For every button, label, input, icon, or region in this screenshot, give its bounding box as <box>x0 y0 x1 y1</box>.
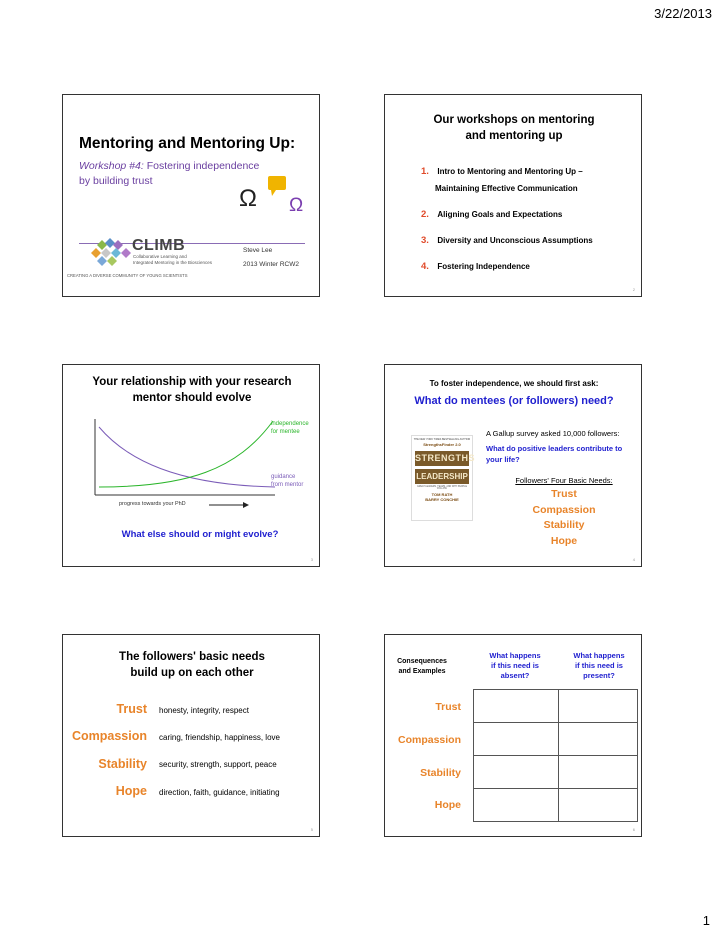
need-compassion: Compassion <box>532 503 596 516</box>
workshop-item-1-text: Intro to Mentoring and Mentoring Up – <box>437 167 583 176</box>
slide2-title-line2: and mentoring up <box>465 130 563 142</box>
event-name: 2013 Winter RCW2 <box>243 261 299 268</box>
slide1-title: Mentoring and Mentoring Up: <box>79 135 296 152</box>
need-stability: Stability <box>543 519 585 531</box>
book-author-2: BARRY CONCHIE <box>425 497 459 502</box>
page-number: 1 <box>702 913 710 928</box>
slide2-title <box>385 112 643 144</box>
table-cell <box>473 689 559 723</box>
page-date: 3/22/2013 <box>654 6 712 21</box>
workshop-item-3 <box>421 230 593 248</box>
corner-line1: Consequences <box>397 658 447 665</box>
row-label-trust: Trust <box>435 701 461 713</box>
workshop-item-4-num: 4. <box>421 261 429 272</box>
omega-purple-icon: Ω <box>289 195 304 216</box>
independence-label-line1: independence <box>271 421 309 427</box>
workshop-item-3-text: Diversity and Unconscious Assumptions <box>437 236 593 245</box>
slide4-question: What do mentees (or followers) need? <box>414 395 614 407</box>
table-cell <box>558 755 638 789</box>
speaker-name: Steve Lee <box>243 247 273 254</box>
table-corner-label <box>389 657 455 677</box>
col-absent-line1: What happens <box>489 651 541 660</box>
slide6-number: 6 <box>632 827 635 832</box>
workshop-item-2-text: Aligning Goals and Expectations <box>437 210 563 219</box>
table-cell <box>473 755 559 789</box>
survey-question <box>486 443 622 465</box>
climb-logo-icon <box>87 237 131 276</box>
table-cell <box>473 788 559 822</box>
book-author-1: TOM RATH <box>431 492 453 497</box>
guidance-label <box>271 473 303 489</box>
need-label-compassion: Compassion <box>71 729 147 743</box>
needs-list <box>485 487 643 549</box>
slide3-title-line1: Your relationship with your research <box>92 376 292 388</box>
need-desc-stability: security, strength, support, peace <box>159 760 277 769</box>
row-label-hope: Hope <box>434 799 461 811</box>
workshop-item-1-text2: Maintaining Effective Communication <box>435 184 578 193</box>
climb-sub-line1: Collaborative Learning and <box>133 254 187 259</box>
col-absent-line3: absent? <box>500 671 530 680</box>
workshop-item-4-text: Fostering Independence <box>437 262 530 271</box>
workshop-item-2 <box>421 204 562 222</box>
slide3-title-line2: mentor should evolve <box>132 392 252 404</box>
table-cell <box>558 722 638 756</box>
slide-6 <box>384 634 642 837</box>
slide-1 <box>62 94 320 297</box>
arrow-right-icon <box>209 501 249 509</box>
slide-5 <box>62 634 320 837</box>
workshop-item-2-num: 2. <box>421 209 429 220</box>
col-present-line1: What happens <box>573 651 625 660</box>
row-label-compassion: Compassion <box>397 734 461 746</box>
need-label-trust: Trust <box>116 702 147 716</box>
independence-curve <box>99 421 273 487</box>
table-cell <box>558 689 638 723</box>
slide2-number: 2 <box>632 287 635 292</box>
col-present-line2: if this need is <box>575 661 623 670</box>
book-title-strengths: STRENGTHS <box>415 451 469 466</box>
x-axis-label: progress towards your PhD <box>119 501 186 507</box>
independence-label-line2: for mentee <box>271 429 300 435</box>
slide-2 <box>384 94 642 297</box>
slide4-intro: To foster independence, we should first ask: <box>429 379 599 388</box>
slide1-subtitle <box>79 159 259 189</box>
book-series: StrengthsFinder 2.0 <box>423 442 461 447</box>
need-desc-compassion: caring, friendship, happiness, love <box>159 733 280 742</box>
evolution-chart <box>87 415 287 515</box>
needs-heading: Followers' Four Basic Needs: <box>515 476 613 485</box>
table-cell <box>473 722 559 756</box>
need-desc-hope: direction, faith, guidance, initiating <box>159 788 280 797</box>
slide5-number: 5 <box>310 827 313 832</box>
column-header-absent <box>475 651 555 681</box>
climb-logo-name: CLIMB <box>132 237 186 254</box>
subtitle-line2: by building trust <box>79 175 153 187</box>
slide3-title <box>63 374 321 406</box>
survey-text: A Gallup survey asked 10,000 followers: <box>486 429 620 438</box>
workshop-label: Workshop #4: <box>79 160 144 172</box>
survey-question-line1: What do positive leaders contribute to <box>486 444 623 453</box>
climb-logo-subtitle <box>133 254 212 266</box>
need-label-stability: Stability <box>98 757 147 771</box>
book-tagline: GREAT LEADERS, TEAMS, AND WHY PEOPLE FOLLOW <box>417 486 467 490</box>
corner-line2: and Examples <box>398 668 446 675</box>
independence-label <box>271 420 309 436</box>
slide5-title <box>63 649 321 681</box>
table-cell <box>558 788 638 822</box>
climb-sub-line2: Integrated Mentoring in the Biosciences <box>133 260 213 265</box>
climb-tagline: CREATING A DIVERSE COMMUNITY OF YOUNG SCIENTISTS <box>67 273 188 278</box>
book-title-leadership: LEADERSHIP <box>415 469 469 484</box>
slide4-number: 4 <box>632 557 635 562</box>
row-label-stability: Stability <box>420 767 461 779</box>
guidance-label-line1: guidance <box>271 474 296 480</box>
book-cover-image <box>411 435 476 521</box>
speech-bubble-icon <box>267 175 287 202</box>
workshop-item-4 <box>421 256 530 274</box>
slide5-title-line2: build up on each other <box>130 667 254 679</box>
need-desc-trust: honesty, integrity, respect <box>159 706 249 715</box>
slide5-title-line1: The followers' basic needs <box>119 651 265 663</box>
column-header-present <box>559 651 639 681</box>
col-present-line3: present? <box>583 671 615 680</box>
workshop-item-3-num: 3. <box>421 235 429 246</box>
slide3-question: What else should or might evolve? <box>121 529 279 540</box>
workshop-item-1 <box>421 161 583 193</box>
col-absent-line2: if this need is <box>491 661 539 670</box>
need-trust: Trust <box>551 488 577 500</box>
slide3-number: 3 <box>310 557 313 562</box>
survey-question-line2: your life? <box>486 455 520 464</box>
need-label-hope: Hope <box>115 784 147 798</box>
subtitle-rest: Fostering independence <box>146 160 260 172</box>
slide-4 <box>384 364 642 567</box>
slide-3 <box>62 364 320 567</box>
slide2-title-line1: Our workshops on mentoring <box>433 114 595 126</box>
book-top-line: THE NEW YORK TIMES BESTSELLING AUTHOR <box>413 438 471 441</box>
omega-icon: Ω <box>239 185 257 212</box>
need-hope: Hope <box>550 534 578 547</box>
guidance-label-line2: from mentor <box>271 482 304 488</box>
workshop-item-1-num: 1. <box>421 166 429 177</box>
